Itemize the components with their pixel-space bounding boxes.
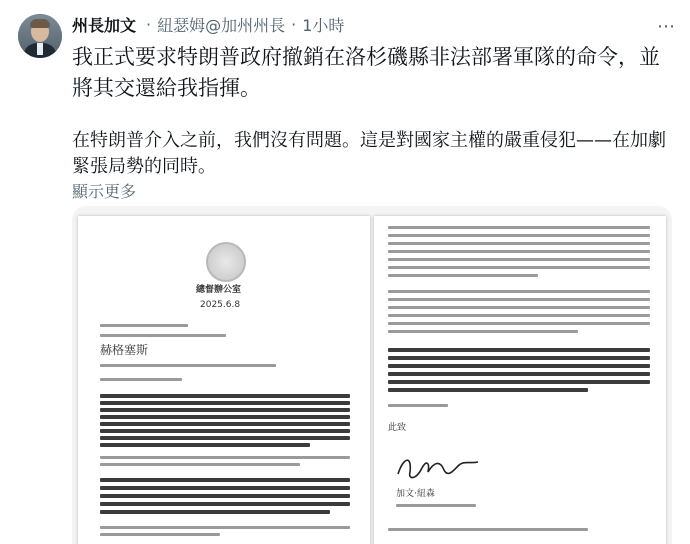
letter-body-line bbox=[100, 502, 350, 506]
author-name[interactable]: 州長加文 bbox=[72, 15, 137, 35]
letter-body-line bbox=[100, 394, 350, 398]
letter-text-line bbox=[388, 330, 578, 333]
letter-text-line bbox=[388, 274, 538, 277]
signature-icon bbox=[394, 450, 484, 486]
letter-page-1 bbox=[78, 216, 370, 544]
author-handle[interactable]: 紐瑟姆@加州州長 bbox=[157, 15, 286, 35]
letter-text-line bbox=[388, 250, 650, 253]
letter-text-line bbox=[100, 324, 188, 327]
letter-text-line bbox=[100, 378, 182, 381]
letter-body-line bbox=[388, 356, 650, 360]
letter-body-line bbox=[388, 364, 650, 368]
show-more-link[interactable]: 顯示更多 bbox=[72, 182, 137, 201]
letter-text-line bbox=[388, 404, 448, 407]
letter-text-line bbox=[100, 334, 226, 337]
post-text-main: 我正式要求特朗普政府撤銷在洛杉磯縣非法部署軍隊的命令，並將其交還給我指揮。 bbox=[72, 45, 660, 100]
letter-text-line bbox=[388, 290, 650, 293]
state-seal-icon bbox=[206, 242, 246, 282]
post-time[interactable]: 1小時 bbox=[302, 15, 345, 35]
more-options-icon[interactable]: ⋯ bbox=[657, 16, 676, 37]
letter-page-2 bbox=[374, 216, 666, 544]
letter-body-line bbox=[388, 348, 650, 352]
letter-text-line bbox=[388, 242, 650, 245]
letter-text-line bbox=[388, 306, 650, 309]
letter-text-line bbox=[388, 322, 650, 325]
header-separator-2: · bbox=[291, 14, 297, 34]
letter-date: 2025.6.8 bbox=[200, 300, 241, 310]
letter-body-line bbox=[100, 478, 350, 482]
letter-body-line bbox=[100, 494, 350, 498]
letter-text-line bbox=[100, 463, 300, 466]
letter-text-line bbox=[388, 226, 650, 229]
letter-text-line bbox=[388, 266, 650, 269]
letter-text-line bbox=[100, 364, 276, 367]
letter-text-line bbox=[388, 298, 650, 301]
letter-text-line bbox=[388, 528, 588, 531]
avatar-hair bbox=[30, 19, 50, 28]
letter-body-line bbox=[100, 429, 350, 433]
letter-text-line bbox=[396, 504, 476, 507]
letter-body-line bbox=[100, 408, 350, 412]
header-separator: · bbox=[146, 14, 152, 34]
letter-text-line bbox=[100, 526, 350, 529]
letter-text-line bbox=[100, 533, 220, 536]
letter-body-line bbox=[388, 388, 588, 392]
letter-body-line bbox=[100, 486, 350, 490]
attached-letter-image[interactable] bbox=[72, 206, 672, 544]
letter-body-line bbox=[100, 510, 330, 514]
letter-body-line bbox=[388, 380, 650, 384]
letter-body-line bbox=[100, 415, 350, 419]
letter-addressee: 赫格塞斯 bbox=[100, 343, 149, 357]
post-text-secondary: 在特朗普介入之前，我們沒有問題。這是對國家主權的嚴重侵犯——在加劇緊張局勢的同時。 bbox=[72, 130, 666, 177]
letter-body-line bbox=[388, 372, 650, 376]
letter-closing: 此致 bbox=[388, 423, 407, 433]
post-header bbox=[72, 12, 344, 36]
letter-body-line bbox=[100, 422, 350, 426]
letter-body-line bbox=[100, 401, 350, 405]
letter-office-name: 總督辦公室 bbox=[196, 285, 242, 295]
letter-text-line bbox=[388, 258, 650, 261]
letter-text-line bbox=[388, 314, 650, 317]
letter-signer-name: 加文·紐森 bbox=[396, 489, 435, 499]
letter-text-line bbox=[100, 456, 350, 459]
letter-text-line bbox=[388, 234, 650, 237]
letter-body-line bbox=[100, 436, 350, 440]
author-avatar[interactable] bbox=[18, 14, 62, 58]
letter-body-line bbox=[100, 443, 310, 447]
avatar-shirt bbox=[37, 43, 43, 55]
